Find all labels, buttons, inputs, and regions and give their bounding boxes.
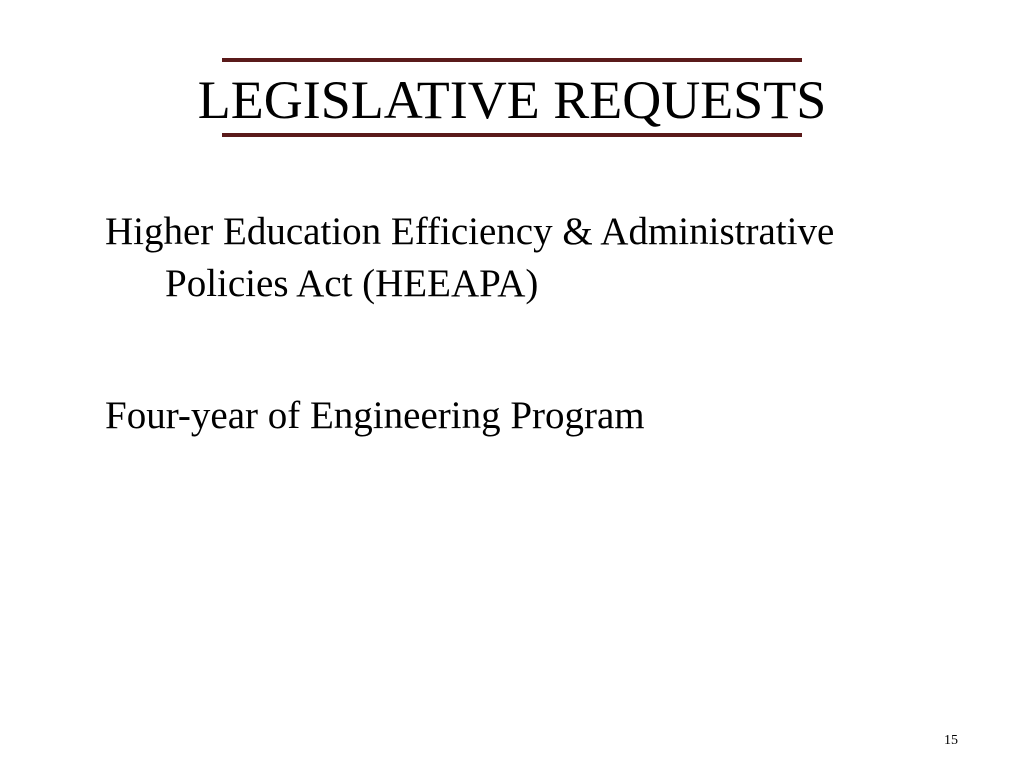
list-item-heeapa-line1: Higher Education Efficiency & Administrative: [105, 210, 835, 253]
title-bottom-rule: [222, 133, 802, 137]
list-item-heeapa-line2: Policies Act (HEEAPA): [165, 262, 539, 305]
slide-title: LEGISLATIVE REQUESTS: [197, 70, 827, 130]
list-item-engineering-program: Four-year of Engineering Program: [105, 394, 645, 437]
page-number: 15: [944, 733, 958, 748]
title-top-rule: [222, 58, 802, 62]
